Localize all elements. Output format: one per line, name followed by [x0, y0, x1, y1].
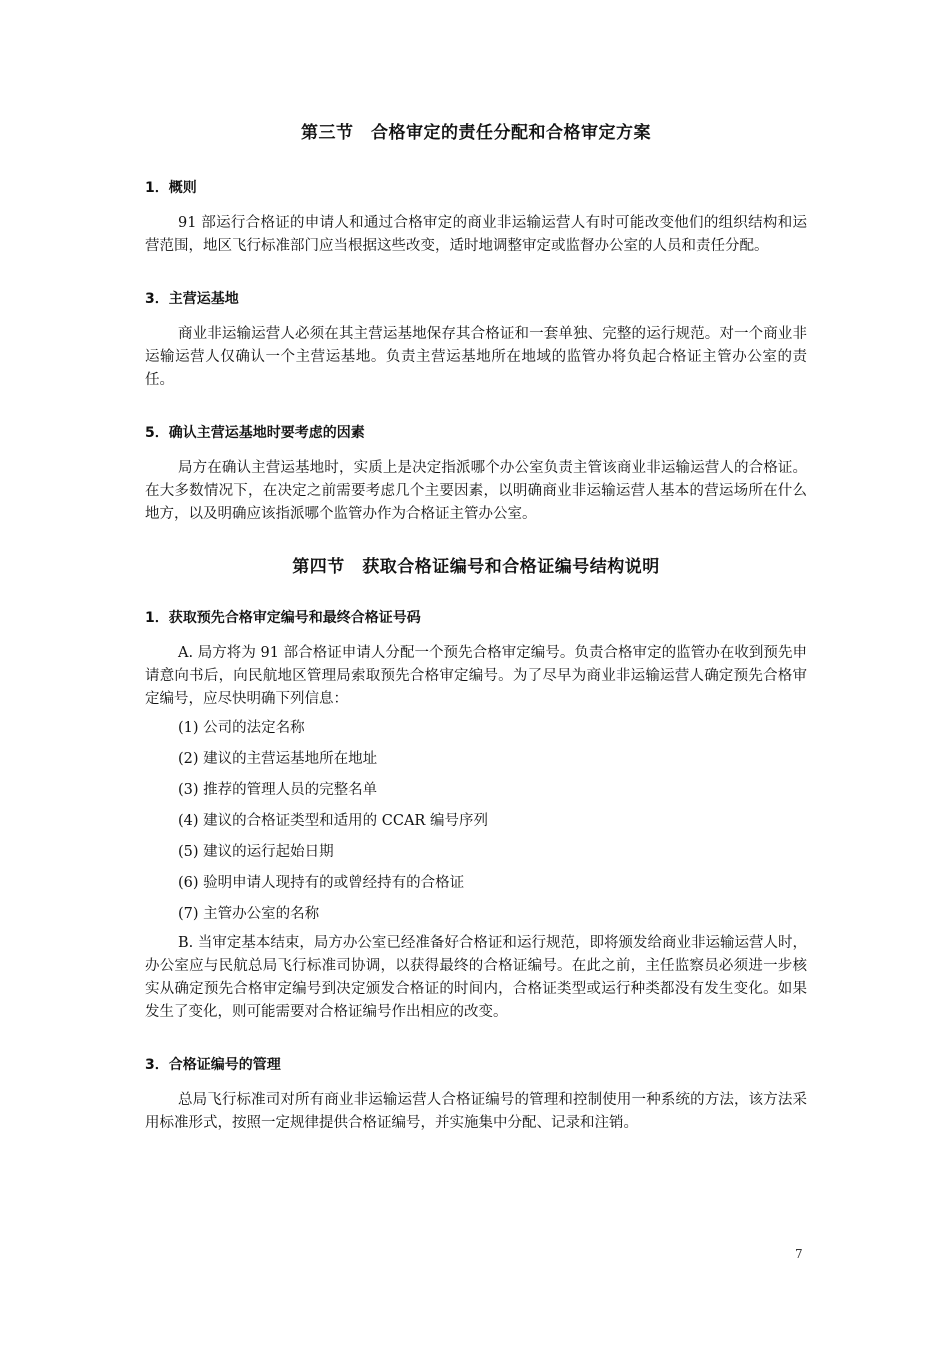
list-item: (7) 主管办公室的名称: [178, 906, 320, 922]
list-item: (3) 推荐的管理人员的完整名单: [178, 782, 378, 798]
list-item: (6) 验明申请人现持有的或曾经持有的合格证: [178, 875, 465, 891]
page-number: 7: [795, 1247, 803, 1261]
section-3-title: 第三节 合格审定的责任分配和合格审定方案: [301, 123, 651, 143]
list-item: (4) 建议的合格证类型和适用的 CCAR 编号序列: [178, 813, 488, 829]
paragraph-number-management: 总局飞行标准司对所有商业非运输运营人合格证编号的管理和控制使用一种系统的方法，该方法采用标准形式，按照一定规律提供合格证编号，并实施集中分配、记录和注销。: [145, 1092, 807, 1131]
heading-number-management: 3．合格证编号的管理: [145, 1057, 281, 1073]
list-item: (5) 建议的运行起始日期: [178, 844, 334, 860]
list-item: (1) 公司的法定名称: [178, 720, 305, 736]
info-list: [145, 717, 807, 926]
page-content: [145, 118, 807, 1135]
list-item: (2) 建议的主营运基地所在地址: [178, 751, 378, 767]
paragraph-main-base: 商业非运输运营人必须在其主营运基地保存其合格证和一套单独、完整的运行规范。对一个商业非运输运营人仅确认一个主营运基地。负责主营运基地所在地域的监管办将负起合格证主管办公室的责任。: [145, 326, 807, 388]
heading-obtain-number: 1．获取预先合格审定编号和最终合格证号码: [145, 610, 421, 626]
heading-main-base: 3．主营运基地: [145, 291, 239, 307]
paragraph-general: 91 部运行合格证的申请人和通过合格审定的商业非运输运营人有时可能改变他们的组织结构和运营范围，地区飞行标准部门应当根据这些改变，适时地调整审定或监督办公室的人员和责任分配。: [145, 215, 807, 254]
paragraph-a: A. 局方将为 91 部合格证申请人分配一个预先合格审定编号。负责合格审定的监管办在收到预先申请意向书后，向民航地区管理局索取预先合格审定编号。为了尽早为商业非运输运营人确定预先合格审定编号，应尽快明确下列信息：: [145, 645, 807, 707]
heading-base-factors: 5．确认主营运基地时要考虑的因素: [145, 425, 365, 441]
section-4-title: 第四节 获取合格证编号和合格证编号结构说明: [292, 557, 660, 577]
paragraph-base-factors: 局方在确认主营运基地时，实质上是决定指派哪个办公室负责主管该商业非运输运营人的合格证。在大多数情况下，在决定之前需要考虑几个主要因素，以明确商业非运输运营人基本的营运场所在什么地方，以及明确应该指派哪个监管办作为合格证主管办公室。: [145, 460, 807, 522]
paragraph-b: B. 当审定基本结束，局方办公室已经准备好合格证和运行规范，即将颁发给商业非运输运营人时，办公室应与民航总局飞行标准司协调，以获得最终的合格证编号。在此之前，主任监察员必须进一步核实从确定预先合格审定编号到决定颁发合格证的时间内，合格证类型或运行种类都没有发生变化。如果发生了变化，则可能需要对合格证编号作出相应的改变。: [145, 935, 807, 1020]
heading-general: 1．概则: [145, 180, 197, 196]
